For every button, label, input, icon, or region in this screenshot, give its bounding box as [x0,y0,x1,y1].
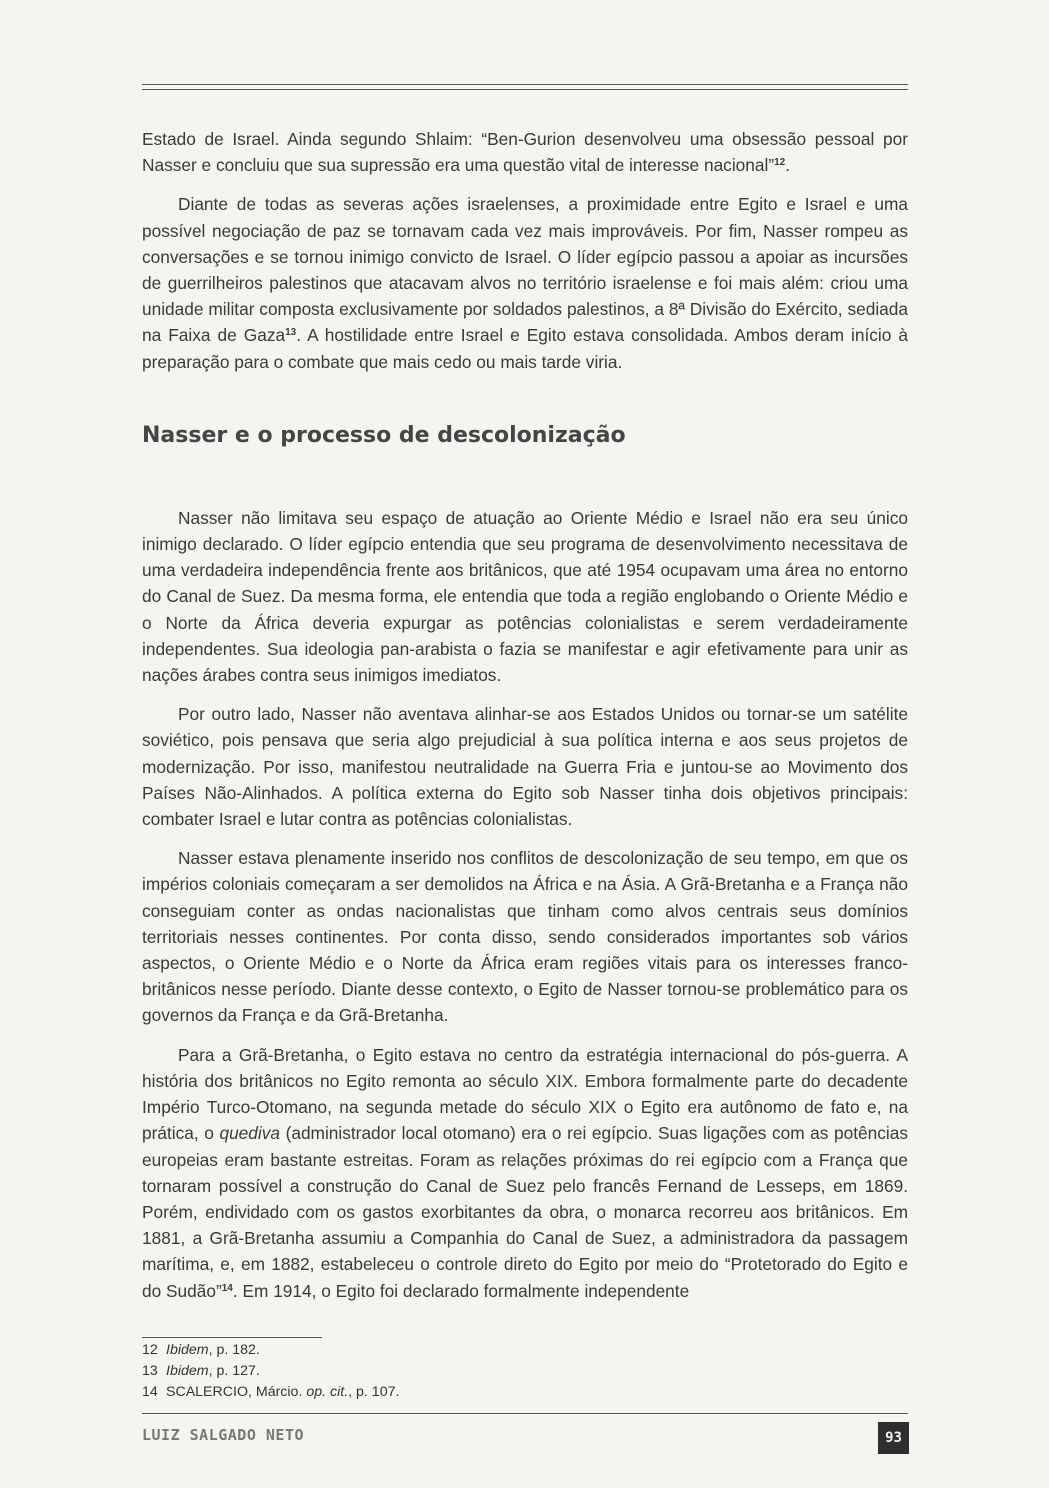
footnote-reference: 12 [774,157,786,169]
footnote-reference: 13 [285,327,297,339]
italic-text: Ibidem [166,1363,209,1379]
italic-text: op. cit. [306,1384,349,1400]
paragraph [142,1042,908,1304]
header-double-rule [142,84,908,90]
italic-text: quediva [219,1123,280,1144]
footnote-number: 14 [142,1384,158,1400]
paragraph [142,701,908,832]
text-run: Por outro lado, Nasser não aventava alinhar-se aos Estados Unidos ou tornar-se um satélite soviético, pois pensava que seria algo prejudicial à sua política interna e aos seus projetos de modernização. Por isso, manifestou neutralidade na Guerra Fria e juntou-se ao Movimento dos Países Não-Alinhados. A política externa do Egito sob Nasser tinha dois objetivos principais: combater Israel e lutar contra as potências colonialistas. [142,704,908,830]
section-heading: Nasser e o processo de descolonização [142,422,626,448]
text-run: Nasser não limitava seu espaço de atuação ao Oriente Médio e Israel não era seu único inimigo declarado. O líder egípcio entendia que seu programa de desenvolvimento necessitava de uma verdadeira independência frente aos britânicos, que até 1954 ocupavam uma área no entorno do Canal de Suez. Da mesma forma, ele entendia que toda a região englobando o Oriente Médio e o Norte da África deveria expurgar as potências colonialistas e serem verdadeiramente independentes. Sua ideologia pan-arabista o fazia se manifestar e agir efetivamente para unir as nações árabes contra seus inimigos imediatos. [142,507,908,686]
paragraph [142,505,908,688]
text-run: , p. 107. [348,1384,400,1400]
body-text [142,126,908,1317]
text-run: Estado de Israel. Ainda segundo Shlaim: “Ben-Gurion desenvolveu uma obsessão pessoal por Nasser e concluiu que sua supressão era uma questão vital de interesse nacional” [142,129,908,176]
footnote-number: 12 [142,1342,158,1358]
text-run: . [785,155,791,176]
text-run: . A hostilidade entre Israel e Egito estava consolidada. Ambos deram início à preparação para o combate que mais cedo ou mais tarde viria. [142,325,909,372]
paragraph [142,126,908,178]
footnote-item [142,1382,399,1403]
intro-paragraphs [142,126,908,375]
text-run: , p. 182. [208,1342,260,1358]
text-run: Nasser estava plenamente inserido nos conflitos de descolonização de seu tempo, em que os impérios coloniais começaram a ser demolidos na África e na Ásia. A Grã-Bretanha e a França não conseguiam conter as ondas nacionalistas que tinham como alvos centrais seus domínios territoriais nesses continentes. Por conta disso, sendo considerados importantes sob vários aspectos, o Oriente Médio e o Norte da África eram regiões vitais para os interesses franco-britânicos nesse período. Diante desse contexto, o Egito de Nasser tornou-se problemático para os governos da França e da Grã-Bretanha. [142,848,908,1026]
footnote-item [142,1361,399,1382]
footer-author: LUIZ SALGADO NETO [142,1426,305,1444]
page-number: 93 [878,1422,909,1454]
footnote-item [142,1340,399,1361]
text-run: SCALERCIO, Márcio. [166,1384,307,1400]
document-page [142,0,908,1488]
footnote-number: 13 [142,1363,158,1379]
text-run: . Em 1914, o Egito foi declarado formalmente independente [232,1280,690,1301]
text-run: , p. 127. [208,1363,260,1379]
paragraph [142,191,908,374]
text-run: Para a Grã-Bretanha, o Egito estava no centro da estratégia internacional do pós-guerra. A história dos britânicos no Egito remonta ao século XIX. Embora formalmente parte do decadente Império Turco-Otomano, na segunda metade do século XIX o Egito era autônomo de fato e, na prática, o [142,1044,908,1144]
footnote-separator [142,1337,322,1338]
text-run: (administrador local otomano) era o rei egípcio. Suas ligações com as potências europeias eram bastante estreitas. Foram as relações próximas do rei egípcio com a França que tornaram possível a construção do Canal de Suez pelo francês Fernand de Lesseps, em 1869. Porém, endividado com os gastos exorbitantes da obra, o monarca recorreu aos britânicos. Em 1881, a Grã-Bretanha assumiu a Companhia do Canal de Suez, a administradora da passagem marítima, e, em 1882, estabeleceu o controle direto do Egito por meio do “Protetorado do Egito e do Sudão” [142,1123,908,1301]
paragraph [142,845,908,1028]
footer-rule [142,1413,908,1414]
italic-text: Ibidem [166,1342,209,1358]
footnotes [142,1340,399,1403]
text-run: Diante de todas as severas ações israelenses, a proximidade entre Egito e Israel e uma possível negociação de paz se tornavam cada vez mais improváveis. Por fim, Nasser rompeu as conversações e se tornou inimigo convicto de Israel. O líder egípcio passou a apoiar as incursões de guerrilheiros palestinos que atacavam alvos no território israelense e foi mais além: criou uma unidade militar composta exclusivamente por soldados palestinos, a 8ª Divisão do Exército, sediada na Faixa de Gaza [142,194,908,346]
footnote-reference: 14 [221,1282,233,1294]
section-paragraphs [142,505,908,1304]
